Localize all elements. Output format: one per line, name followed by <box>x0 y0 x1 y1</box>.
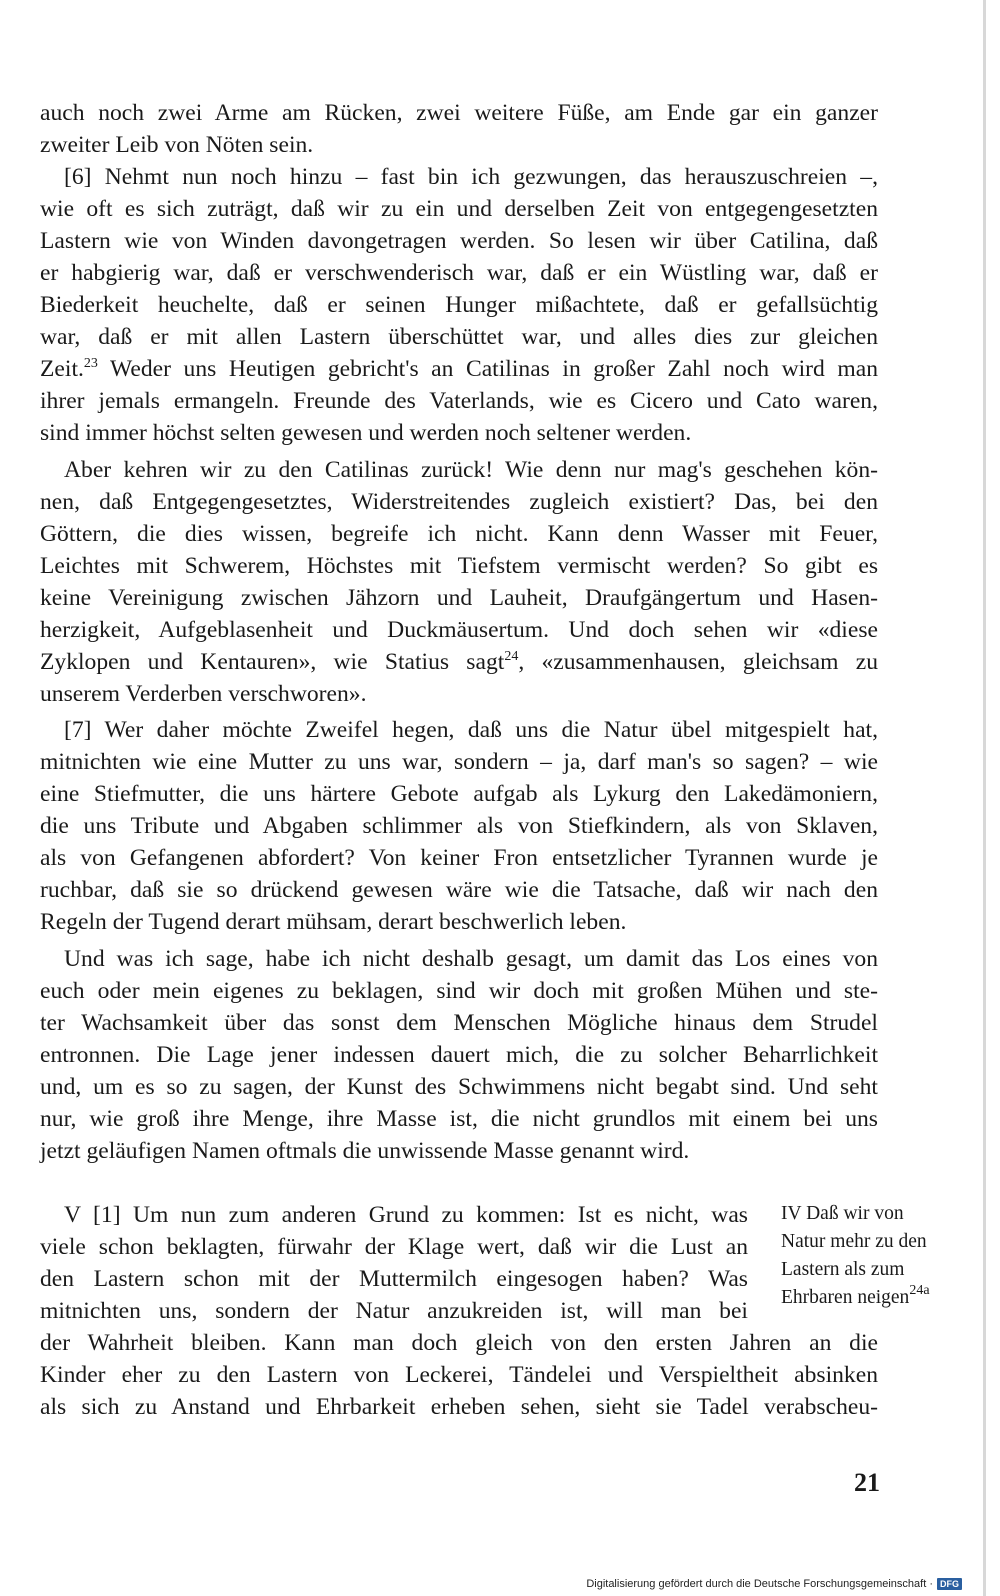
margin-note-line: IV Daß wir von <box>781 1203 904 1224</box>
footnote-marker: 24 <box>504 649 519 664</box>
text-line: entronnen. Die Lage jener indessen dauert mich, die zu solcher Beharrlichkeit <box>40 1042 878 1068</box>
footnote-marker: 24a <box>909 1283 930 1298</box>
text-line: Göttern, die dies wissen, begreife ich nicht. Kann denn Wasser mit Feuer, <box>40 521 878 547</box>
text-line: auch noch zwei Arme am Rücken, zwei weitere Füße, am Ende gar ein ganzer <box>40 100 878 126</box>
text-line: ter Wachsamkeit über das sonst dem Menschen Mögliche hinaus dem Strudel <box>40 1010 878 1036</box>
text-line: nur, wie groß ihre Menge, ihre Masse ist, die nicht grundlos mit einem bei uns <box>40 1106 878 1132</box>
text-line: Regeln der Tugend derart mühsam, derart beschwerlich leben. <box>40 909 627 935</box>
text-line: jetzt geläufigen Namen oftmals die unwissende Masse genannt wird. <box>40 1138 690 1164</box>
text-line <box>40 353 878 385</box>
page-number: 21 <box>854 1468 880 1497</box>
text-line: Leichtes mit Schwerem, Höchstes mit Tiefstem vermischt werden? So gibt es <box>40 553 878 579</box>
text-line: mitnichten uns, sondern der Natur anzukreiden ist, will man bei <box>40 1298 748 1324</box>
margin-note-line: Lastern als zum <box>781 1259 905 1280</box>
text-line: nen, daß Entgegengesetztes, Widerstreitendes zugleich existiert? Das, bei den <box>40 489 878 515</box>
text-line: Aber kehren wir zu den Catilinas zurück! Wie denn nur mag's geschehen kön- <box>64 457 878 483</box>
text-line: Biederkeit heuchelte, daß er seinen Hunger mißachtete, daß er gefallsüchtig <box>40 292 878 318</box>
text-line: ruchbar, daß sie so drückend gewesen wäre wie die Tatsache, daß wir nach den <box>40 877 878 903</box>
footnote-marker: 23 <box>83 356 98 371</box>
page-edge-divider <box>983 0 986 1596</box>
text-line: wie oft es sich zuträgt, daß wir zu ein und derselben Zeit von entgegengesetzten <box>40 196 878 222</box>
text-fragment: Zyklopen und Kentauren», wie Statius sagt <box>40 649 505 675</box>
text-line: er habgierig war, daß er verschwenderisch war, daß er ein Wüstling war, daß er <box>40 260 878 286</box>
text-line: die uns Tribute und Abgaben schlimmer als von Stiefkindern, als von Sklaven, <box>40 813 878 839</box>
text-fragment: Weder uns Heutigen gebricht's an Catilinas in großer Zahl noch wird man <box>110 356 878 382</box>
dfg-logo-icon: DFG <box>937 1578 962 1590</box>
text-line: den Lastern schon mit der Muttermilch eingesogen haben? Was <box>40 1266 748 1292</box>
text-fragment: , «zusammenhausen, gleichsam zu <box>518 649 879 675</box>
text-line: V [1] Um nun zum anderen Grund zu kommen: Ist es nicht, was <box>64 1202 748 1228</box>
text-line: keine Vereinigung zwischen Jähzorn und Lauheit, Draufgängertum und Hasen- <box>40 585 878 611</box>
text-line: der Wahrheit bleiben. Kann man doch gleich von den ersten Jahren an die <box>40 1330 878 1356</box>
text-line: und, um es so zu sagen, der Kunst des Schwimmens nicht begabt sind. Und seht <box>40 1074 878 1100</box>
text-line: ihrer jemals ermangeln. Freunde des Vaterlands, wie es Cicero und Cato waren, <box>40 388 878 414</box>
text-line: als von Gefangenen abfordert? Von keiner Fron entsetzlicher Tyrannen wurde je <box>40 845 878 871</box>
margin-note-line <box>781 1284 930 1312</box>
text-line: als sich zu Anstand und Ehrbarkeit erheben sehen, sieht sie Tadel verabscheu- <box>40 1394 878 1420</box>
text-line: sind immer höchst selten gewesen und werden noch seltener werden. <box>40 420 692 446</box>
margin-note-text: Ehrbaren neigen <box>781 1287 910 1308</box>
text-line: zweiter Leib von Nöten sein. <box>40 132 314 158</box>
text-line: [7] Wer daher möchte Zweifel hegen, daß uns die Natur übel mitgespielt hat, <box>64 717 878 743</box>
footer-text: Digitalisierung gefördert durch die Deutsche Forschungsgemeinschaft · <box>586 1578 933 1590</box>
text-line: Lastern wie von Winden davongetragen werden. So lesen wir über Catilina, daß <box>40 228 878 254</box>
text-fragment: Zeit. <box>40 356 84 382</box>
text-line: Kinder eher zu den Lastern von Leckerei, Tändelei und Verspieltheit absinken <box>40 1362 878 1388</box>
text-line: unserem Verderben verschworen». <box>40 681 367 707</box>
margin-note-line: Natur mehr zu den <box>781 1231 927 1252</box>
text-line: Und was ich sage, habe ich nicht deshalb gesagt, um damit das Los eines von <box>64 946 878 972</box>
text-line <box>40 646 878 678</box>
text-line: euch oder mein eigenes zu beklagen, sind wir doch mit großen Mühen und ste- <box>40 978 878 1004</box>
text-line: mitnichten wie eine Mutter zu uns war, sondern – ja, darf man's so sagen? – wie <box>40 749 878 775</box>
text-line: herzigkeit, Aufgeblasenheit und Duckmäusertum. Und doch sehen wir «diese <box>40 617 878 643</box>
text-line: war, daß er mit allen Lastern überschüttet war, und alles dies zur gleichen <box>40 324 878 350</box>
text-line: [6] Nehmt nun noch hinzu – fast bin ich gezwungen, das herauszuschreien –, <box>64 164 878 190</box>
footer <box>586 1578 962 1590</box>
text-line: eine Stiefmutter, die uns härtere Gebote aufgab als Lykurg den Lakedämoniern, <box>40 781 878 807</box>
text-line: viele schon beklagten, fürwahr der Klage wert, daß wir die Lust an <box>40 1234 748 1260</box>
